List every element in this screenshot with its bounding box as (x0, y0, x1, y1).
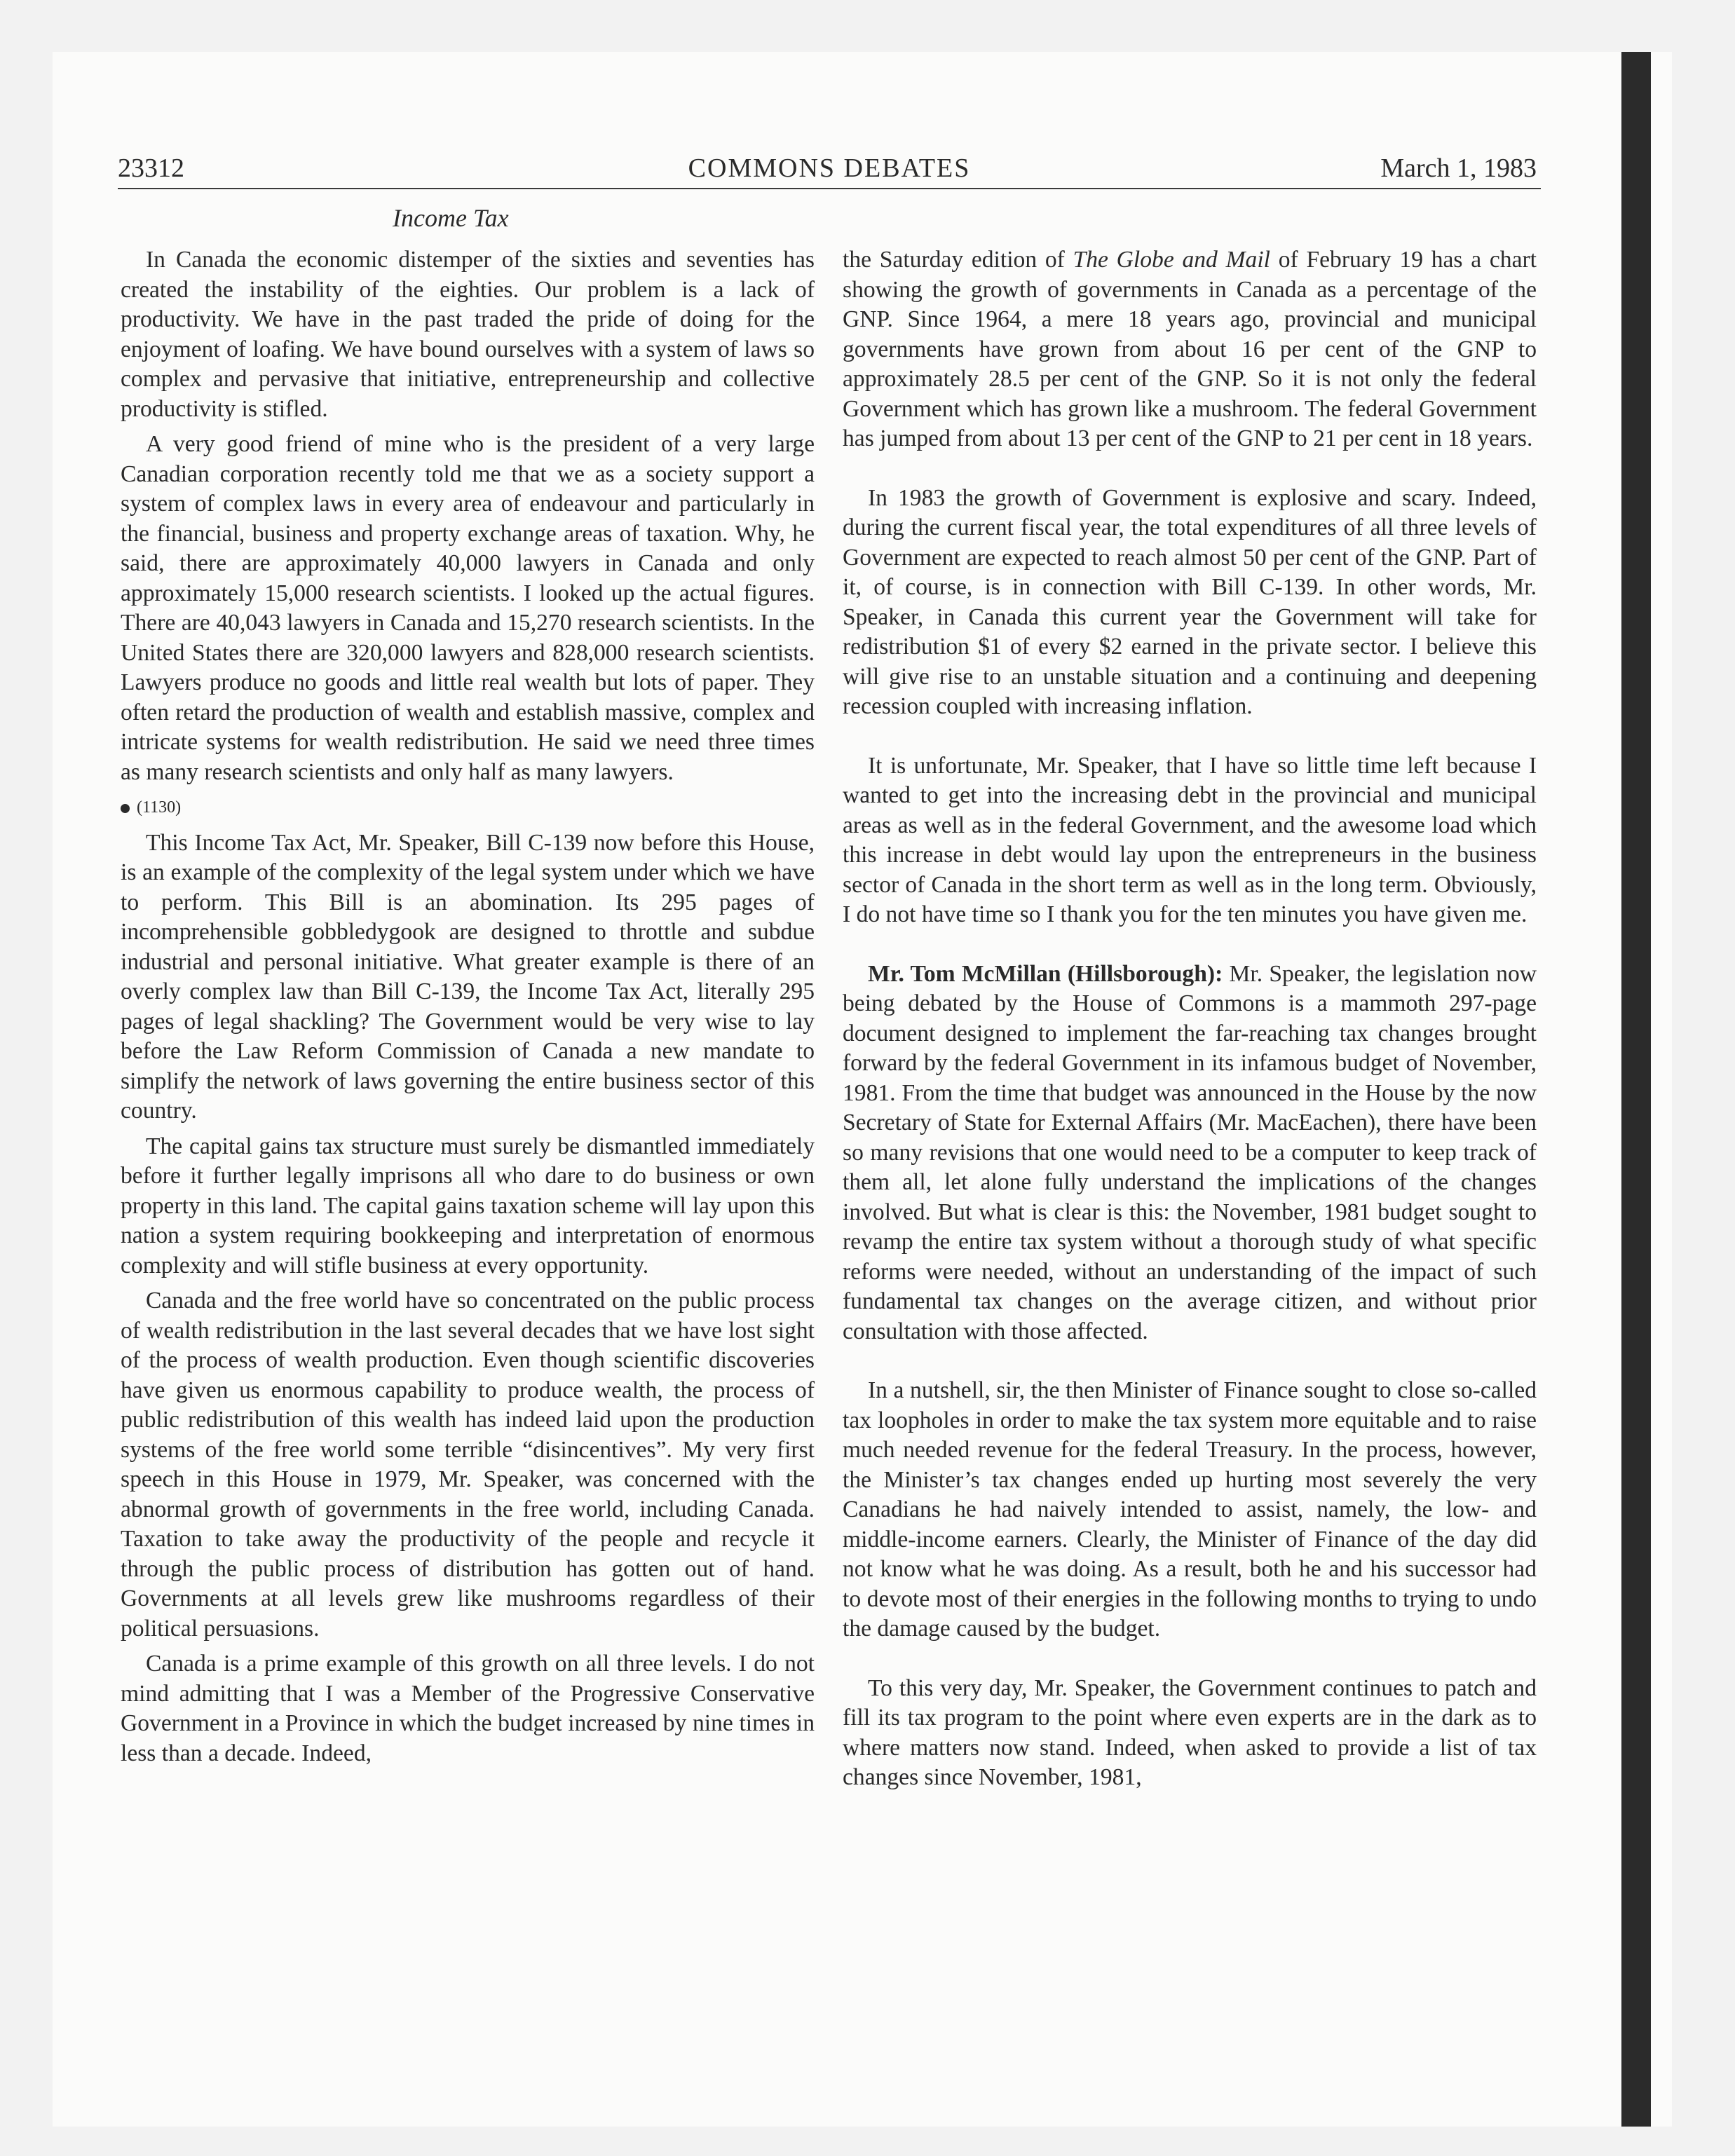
text-run: of February 19 has a chart showing the growth of governments in Canada as a percentage of the GNP. Since 1964, a mere 18 years ago, provincial and municipal governments have grown from about 16 per cent of the GNP to approximately 28.5 per cent of the GNP. So it is not only the federal Government which has grown like a mushroom. The federal Government has jumped from about 13 per cent of the GNP to 21 per cent in 18 years. (843, 247, 1537, 451)
paragraph: In 1983 the growth of Government is explosive and scary. Indeed, during the current fiscal year, the total expenditures of all three levels of Government are expected to reach almost 50 per cent of the GNP. Part of it, of course, is in connection with Bill C-139. In other words, Mr. Speaker, in Canada this current year the Government will take for redistribution $1 of every $2 earned in the private sector. I believe this will give rise to an unstable situation and a continuing and deepening recession coupled with increasing inflation. (843, 484, 1537, 719)
paragraph: It is unfortunate, Mr. Speaker, that I have so little time left because I wanted to get into the increasing debt in the provincial and municipal areas as well as in the federal Government, and the awesome load which this increase in debt would lay upon the entrepreneurs in the business sector of Canada in the short term as well as in the long term. Obviously, I do not have time so I thank you for the ten minutes you have given me. (843, 752, 1537, 927)
scan-binding-edge (1621, 52, 1651, 2127)
paragraph: The capital gains tax structure must surely be dismantled immediately before it further legally imprisons all who dare to do business or own property in this land. The capital gains taxation scheme will lay upon this nation a system requiring bookkeeping and interpretation of enormous complexity and will stifle business at every opportunity. (121, 1133, 815, 1278)
bullet-icon (121, 804, 130, 813)
paragraph: Canada and the free world have so concentrated on the public process of wealth redistribution in the last several decades that we have lost sight of the process of wealth production. Even though scientific discoveries have given us enormous capability to produce wealth, the process of public redistribution of this wealth has indeed laid upon the production systems of the free world some terrible “disincentives”. My very first speech in this House in 1979, Mr. Speaker, was concerned with the abnormal growth of governments in the free world, including Canada. Taxation to take away the productivity of the people and recycle it through the public process of distribution has gotten out of hand. Governments at all levels grew like mushrooms regardless of their political persuasions. (121, 1288, 815, 1642)
left-column (121, 245, 815, 1774)
publication-name: The Globe and Mail (1073, 247, 1271, 273)
header-date: March 1, 1983 (1380, 153, 1537, 183)
paragraph: In Canada the economic distemper of the sixties and seventies has created the instability of the eighties. Our problem is a lack of productivity. We have in the past traded the pride of doing for the enjoyment of loafing. We have bound ourselves with a system of laws so complex and pervasive that initiative, entrepreneurship and collective productivity is stifled. (121, 247, 815, 422)
paragraph: In a nutshell, sir, the then Minister of Finance sought to close so-called tax loopholes in order to make the tax system more equitable and to raise much needed revenue for the federal Treasury. In the process, however, the Minister’s tax changes ended up hurting most severely the very Canadians he had naively intended to assist, namely, the low- and middle-income earners. Clearly, the Minister of Finance of the day did not know what he was doing. As a result, both he and his successor had to devote most of their energies in the following months to trying to undo the damage caused by the budget. (843, 1377, 1537, 1642)
paragraph: Canada is a prime example of this growth on all three levels. I do not mind admitting that I was a Member of the Progressive Conservative Government in a Province in which the budget increased by nine times in less than a decade. Indeed, (121, 1651, 815, 1766)
page-number: 23312 (118, 153, 184, 183)
paragraph (843, 960, 1537, 1347)
right-column (843, 245, 1537, 1822)
paragraph (843, 245, 1537, 454)
paragraph: To this very day, Mr. Speaker, the Government continues to patch and fill its tax program to the point where even experts are in the dark as to where matters now stand. Indeed, when asked to provide a list of tax changes since November, 1981, (843, 1674, 1537, 1790)
speaker-name: Mr. Tom McMillan (Hillsborough): (868, 960, 1223, 987)
time-marker (121, 793, 815, 823)
publication-title: COMMONS DEBATES (688, 153, 971, 183)
text-run: Mr. Speaker, the legislation now being debated by the House of Commons is a mammoth 297-page document designed to implement the far-reaching tax changes brought forward by the federal Government in its infamous budget of November, 1981. From the time that budget was announced in the House by the now Secretary of State for External Affairs (Mr. MacEachen), there have been so many revisions that one would need to be a computer to keep track of them all, let alone fully understand the implications of the changes involved. But what is clear is this: the November, 1981 budget sought to revamp the entire tax system without a thorough study of what specific reforms were needed, without an understanding of the impact of such fundamental tax changes on the average citizen, and without prior consultation with those affected. (843, 960, 1537, 1344)
section-title: Income Tax (393, 204, 509, 232)
page-header (118, 151, 1541, 189)
time-marker-label: (1130) (137, 798, 182, 817)
paragraph: A very good friend of mine who is the president of a very large Canadian corporation recently told me that we as a society support a system of complex laws in every area of endeavour and particularly in the financial, business and property exchange areas of taxation. Why, he said, there are approximately 40,000 lawyers in Canada and only approximately 15,000 research scientists. I looked up the actual figures. There are 40,043 lawyers in Canada and 15,270 research scientists. In the United States there are 320,000 lawyers and 828,000 research scientists. Lawyers produce no goods and little real wealth but lots of paper. They often retard the production of wealth and establish massive, complex and intricate systems for wealth redistribution. He said we need three times as many research scientists and only half as many lawyers. (121, 431, 815, 785)
text-run: the Saturday edition of (843, 247, 1073, 273)
paragraph: This Income Tax Act, Mr. Speaker, Bill C-139 now before this House, is an example of the complexity of the legal system under which we have to perform. This Bill is an abomination. Its 295 pages of incomprehensible gobbledygook are designed to throttle and subdue industrial and personal initiative. What greater example is there of an overly complex law than Bill C-139, the Income Tax Act, literally 295 pages of legal shackling? The Government would be very wise to lay before the Law Reform Commission of Canada a new mandate to simplify the network of laws governing the entire business sector of this country. (121, 829, 815, 1124)
